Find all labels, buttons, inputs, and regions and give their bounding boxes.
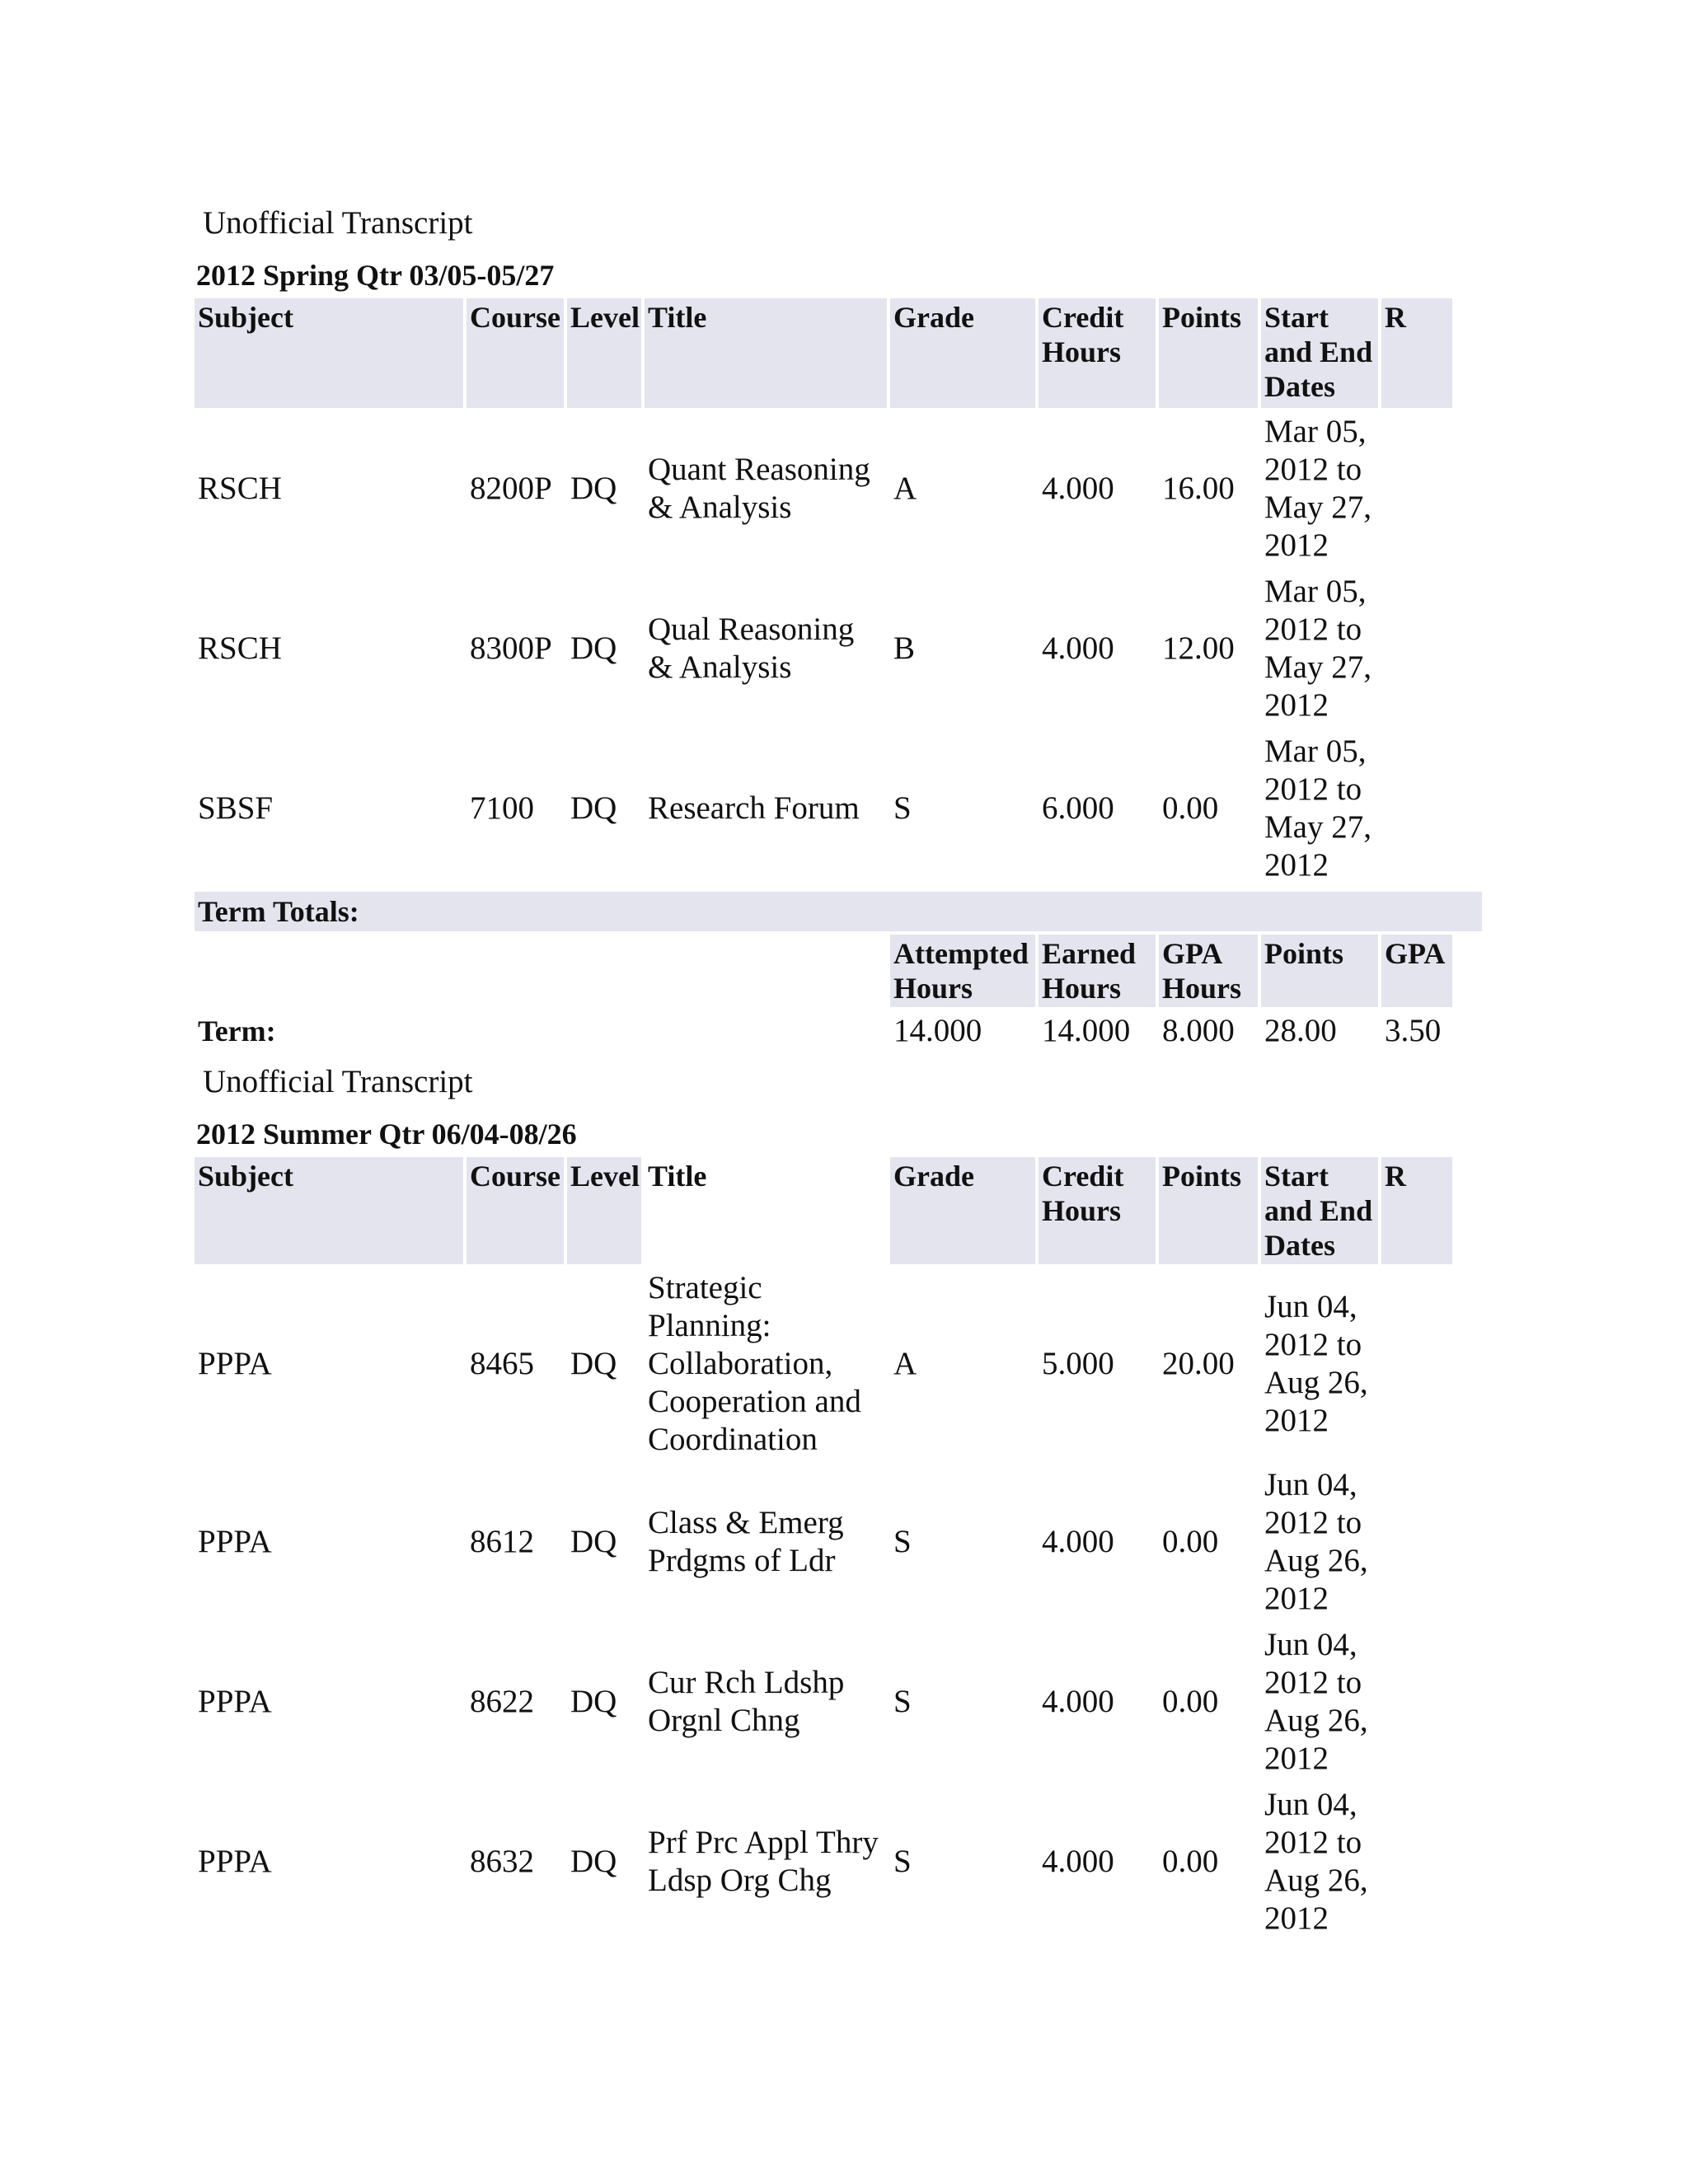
cell-course: 8465	[470, 1346, 534, 1381]
header-title: Title	[645, 1157, 887, 1264]
header-grade: Grade	[890, 1157, 1035, 1264]
cell-credit-hours: 4.000	[1042, 471, 1114, 506]
header-level: Level	[567, 1157, 641, 1264]
header-title: Title	[645, 298, 887, 408]
header-credit-hours: Credit Hours	[1039, 298, 1156, 408]
cell-grade: S	[893, 1844, 912, 1879]
cell-points: 0.00	[1162, 1844, 1219, 1879]
cell-subject: RSCH	[198, 471, 282, 506]
header-course: Course	[467, 298, 564, 408]
cell-points: 0.00	[1162, 790, 1219, 826]
header-credit-hours: Credit Hours	[1039, 1157, 1156, 1264]
header-subject: Subject	[195, 298, 463, 408]
term-row-label: Term:	[198, 1015, 276, 1047]
value-total-points: 28.00	[1264, 1013, 1337, 1048]
cell-dates: Jun 04, 2012 to Aug 26, 2012	[1264, 1289, 1368, 1438]
cell-title: Research Forum	[648, 790, 860, 826]
cell-dates: Jun 04, 2012 to Aug 26, 2012	[1264, 1787, 1368, 1936]
cell-points: 16.00	[1162, 471, 1235, 506]
header-earned-hours: Earned Hours	[1039, 935, 1156, 1007]
header-grade: Grade	[890, 298, 1035, 408]
cell-subject: PPPA	[198, 1524, 272, 1559]
header-gpa: GPA	[1381, 935, 1452, 1007]
cell-level: DQ	[570, 1844, 617, 1879]
header-gpa-hours: GPA Hours	[1159, 935, 1258, 1007]
header-level: Level	[567, 298, 641, 408]
cell-level: DQ	[570, 471, 617, 506]
cell-credit-hours: 4.000	[1042, 630, 1114, 666]
doc-title: Unofficial Transcript	[203, 1064, 473, 1099]
cell-level: DQ	[570, 1684, 617, 1719]
cell-course: 8300P	[470, 630, 552, 666]
header-attempted-hours: Attempted Hours	[890, 935, 1035, 1007]
value-attempted-hours: 14.000	[893, 1013, 982, 1048]
header-r: R	[1381, 298, 1452, 408]
cell-subject: PPPA	[198, 1684, 272, 1719]
cell-grade: B	[893, 630, 916, 666]
cell-dates: Jun 04, 2012 to Aug 26, 2012	[1264, 1467, 1368, 1616]
header-subject: Subject	[195, 1157, 463, 1264]
term-heading: 2012 Spring Qtr 03/05-05/27	[196, 259, 555, 292]
value-earned-hours: 14.000	[1042, 1013, 1131, 1048]
cell-grade: A	[893, 1346, 917, 1381]
cell-title: Cur Rch Ldshp Orgnl Chng	[648, 1665, 845, 1738]
value-gpa: 3.50	[1385, 1013, 1442, 1048]
cell-title: Qual Reasoning & Analysis	[648, 612, 855, 685]
header-dates: Start and End Dates	[1261, 298, 1378, 408]
term-totals-bar: Term Totals:	[195, 892, 1482, 931]
cell-title: Strategic Planning: Collaboration, Cooperation and Coordination	[648, 1270, 861, 1457]
cell-grade: S	[893, 1524, 912, 1559]
term-heading: 2012 Summer Qtr 06/04-08/26	[196, 1118, 577, 1151]
cell-subject: RSCH	[198, 630, 282, 666]
cell-subject: PPPA	[198, 1844, 272, 1879]
cell-title: Prf Prc Appl Thry Ldsp Org Chg	[648, 1825, 879, 1898]
header-r: R	[1381, 1157, 1452, 1264]
cell-subject: SBSF	[198, 790, 274, 826]
cell-dates: Mar 05, 2012 to May 27, 2012	[1264, 414, 1372, 563]
cell-dates: Mar 05, 2012 to May 27, 2012	[1264, 733, 1372, 883]
cell-credit-hours: 6.000	[1042, 790, 1114, 826]
cell-subject: PPPA	[198, 1346, 272, 1381]
cell-grade: S	[893, 790, 912, 826]
cell-level: DQ	[570, 1524, 617, 1559]
header-points: Points	[1159, 1157, 1258, 1264]
header-total-points: Points	[1261, 935, 1378, 1007]
cell-grade: A	[893, 471, 917, 506]
cell-credit-hours: 4.000	[1042, 1684, 1114, 1719]
cell-level: DQ	[570, 630, 617, 666]
cell-course: 8632	[470, 1844, 534, 1879]
cell-course: 7100	[470, 790, 534, 826]
cell-credit-hours: 4.000	[1042, 1524, 1114, 1559]
cell-points: 0.00	[1162, 1524, 1219, 1559]
cell-points: 0.00	[1162, 1684, 1219, 1719]
cell-credit-hours: 5.000	[1042, 1346, 1114, 1381]
cell-title: Quant Reasoning & Analysis	[648, 452, 870, 525]
cell-dates: Jun 04, 2012 to Aug 26, 2012	[1264, 1627, 1368, 1776]
cell-level: DQ	[570, 1346, 617, 1381]
header-dates: Start and End Dates	[1261, 1157, 1378, 1264]
cell-title: Class & Emerg Prdgms of Ldr	[648, 1505, 844, 1578]
cell-points: 12.00	[1162, 630, 1235, 666]
cell-dates: Mar 05, 2012 to May 27, 2012	[1264, 574, 1372, 723]
cell-course: 8200P	[470, 471, 552, 506]
cell-grade: S	[893, 1684, 912, 1719]
cell-level: DQ	[570, 790, 617, 826]
header-course: Course	[467, 1157, 564, 1264]
value-gpa-hours: 8.000	[1162, 1013, 1235, 1048]
doc-title: Unofficial Transcript	[203, 205, 473, 241]
cell-course: 8622	[470, 1684, 534, 1719]
cell-points: 20.00	[1162, 1346, 1235, 1381]
cell-course: 8612	[470, 1524, 534, 1559]
cell-credit-hours: 4.000	[1042, 1844, 1114, 1879]
header-points: Points	[1159, 298, 1258, 408]
